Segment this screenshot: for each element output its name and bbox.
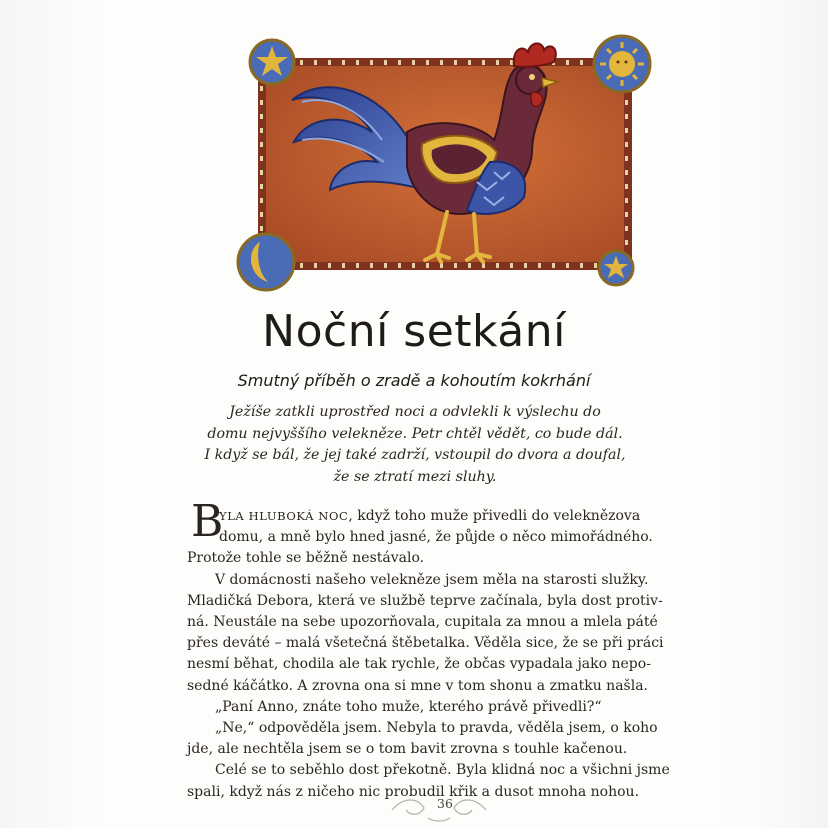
story-line: sedné káčátko. A zrovna ona si mne v tom shonu a zmatku našla. (187, 677, 649, 694)
intro-paragraph (180, 402, 650, 488)
intro-line: domu nejvyššího velekněze. Petr chtěl vědět, co bude dál. (207, 425, 623, 442)
story-line: přes deváté – malá všetečná štěbetalka. Věděla sice, že se při práci (187, 635, 664, 652)
story-line: spali, když nás z ničeho nic probudil křik a dusot mnoha nohou. (187, 783, 640, 800)
story-body (187, 506, 670, 803)
story-line: „Paní Anno, znáte toho muže, kterého právě přivedli?“ (215, 698, 602, 715)
story-line: jde, ale nechtěla jsem se o tom bavit zrovna s touhle kačenou. (187, 741, 628, 758)
story-line-1 (187, 506, 657, 527)
sun-icon (594, 36, 650, 92)
small-caps-opening: YLA HLUBOKÁ NOC (219, 509, 349, 523)
story-line: domu, a mně bylo hned jasné, že půjde o něco mimořádného. (219, 529, 653, 546)
intro-line: I když se bál, že jej také zadrží, vstoupil do dvora a doufal, (204, 447, 626, 463)
first-line-rest: , když toho muže přivedli do veleknězova (348, 508, 641, 524)
story-line: „Ne,“ odpověděla jsem. Nebyla to pravda, věděla jsem, o koho (215, 720, 658, 737)
page-left-margin (0, 0, 108, 828)
drop-cap: B (191, 496, 224, 547)
page-right-margin (718, 0, 828, 828)
story-line: ná. Neustále na sebe upozorňovala, cupitala za mnou a mlela páté (187, 614, 658, 631)
moon-icon (238, 234, 294, 290)
chapter-title: Noční setkání (262, 306, 566, 357)
story-line: Celé se to seběhlo dost překotně. Byla klidná noc a všichni jsme (215, 762, 670, 779)
intro-line: Ježíše zatkli uprostřed noci a odvlekli k výslechu do (229, 404, 601, 420)
story-line: Mladičká Debora, která ve službě teprve začínala, byla dost protiv- (187, 592, 663, 609)
star-icon (599, 251, 633, 285)
star-icon (250, 40, 294, 84)
intro-line: že se ztratí mezi sluhy. (333, 468, 497, 485)
story-line: V domácnosti našeho velekněze jsem měla na starosti služky. (215, 571, 649, 588)
rooster-illustration (232, 22, 656, 294)
page-number: 36 (437, 796, 453, 811)
chapter-subtitle: Smutný příběh o zradě a kohoutím kokrhání (237, 371, 591, 390)
story-line: Protože tohle se běžně nestávalo. (187, 550, 425, 567)
story-line: nesmí běhat, chodila ale tak rychle, že občas vypadala jako nepo- (187, 656, 651, 673)
